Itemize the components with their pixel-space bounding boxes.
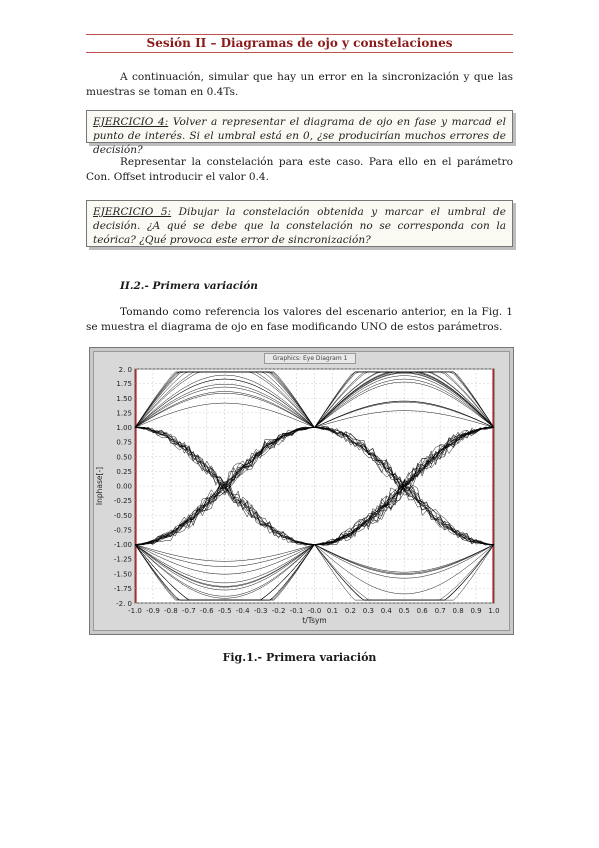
- y-axis-label: Inphase[-]: [95, 466, 104, 506]
- x-tick-label: -0.2: [271, 607, 286, 615]
- x-tick-label: 0.6: [416, 607, 428, 615]
- x-tick-label: 0.1: [326, 607, 339, 615]
- x-tick-label: -1.0: [128, 607, 142, 615]
- exercise-4-text: Volver a representar el diagrama de ojo en fase y marcad el punto de interés. Si el umbral está en 0, ¿se producirían muchos errores de decisión?: [93, 116, 506, 156]
- x-tick-label: 1.0: [488, 607, 500, 615]
- y-tick-label: 1.50: [116, 394, 132, 403]
- figure-caption: Fig.1.- Primera variación: [222, 651, 377, 664]
- y-tick-label: -1.50: [113, 570, 132, 579]
- eye-diagram-panel: [93, 351, 510, 631]
- x-axis-label: t/Tsym: [302, 616, 327, 625]
- intro-paragraph: A continuación, simular que hay un error en la sincronización y que las muestras se toman en 0.4Ts.: [86, 71, 513, 98]
- x-tick-label: 0.5: [398, 607, 410, 615]
- x-tick-label: 0.8: [452, 607, 464, 615]
- y-tick-label: 1.25: [116, 409, 132, 418]
- y-tick-label: -0.75: [113, 526, 132, 535]
- y-tick-label: -1.00: [113, 541, 132, 549]
- y-tick-label: -1.25: [113, 555, 132, 564]
- exercise-5-tag: EJERCICIO 5:: [93, 206, 172, 218]
- eye-diagram-window-title: Graphics: Eye Diagram 1: [264, 353, 356, 364]
- section-heading: II.2.- Primera variación: [120, 280, 258, 292]
- x-tick-label: 0.7: [434, 607, 446, 615]
- x-tick-label: -0.6: [199, 607, 214, 615]
- section-paragraph: Tomando como referencia los valores del escenario anterior, en la Fig. 1 se muestra el diagrama de ojo en fase modificando UNO de estos parámetros.: [86, 306, 513, 333]
- eye-diagram-figure: [89, 347, 514, 635]
- x-tick-label: -0.0: [307, 607, 322, 615]
- x-tick-label: -0.3: [253, 607, 268, 615]
- exercise-5-box: [86, 200, 513, 247]
- exercise-4-tag: EJERCICIO 4:: [93, 116, 169, 128]
- x-tick-label: 0.2: [344, 607, 356, 615]
- y-tick-label: 0.00: [116, 482, 132, 491]
- y-tick-label-top: 2. 0: [118, 366, 132, 374]
- exercise-4-box: [86, 110, 513, 156]
- exercise-5-text: Dibujar la constelación obtenida y marcar el umbral de decisión. ¿A qué se debe que la constelación no se corresponda con la teórica? ¿Qué provoca este error de sincronización?: [93, 206, 506, 246]
- x-tick-label: 0.9: [470, 607, 482, 615]
- y-tick-label: -0.25: [113, 497, 132, 506]
- x-tick-label: -0.4: [235, 607, 250, 615]
- y-tick-label-bottom: -2. 0: [116, 600, 132, 608]
- y-tick-label: 0.75: [116, 438, 132, 447]
- x-tick-label: -0.1: [289, 607, 304, 615]
- header-bottom-rule: [86, 52, 513, 53]
- page-header-title: Sesión II – Diagramas de ojo y constelaciones: [146, 36, 453, 50]
- y-tick-label: 0.25: [116, 467, 132, 476]
- y-tick-label: 0.50: [116, 453, 132, 462]
- constellation-paragraph: Representar la constelación para este caso. Para ello en el parámetro Con. Offset introducir el valor 0.4.: [86, 156, 513, 183]
- y-tick-label: -0.50: [113, 511, 132, 520]
- y-tick-label: 1.75: [116, 380, 132, 389]
- header-top-rule: [86, 34, 513, 35]
- y-tick-label: 1.00: [116, 424, 132, 432]
- x-tick-label: 0.3: [362, 607, 374, 615]
- eye-diagram-chart: [94, 352, 509, 630]
- x-tick-label: -0.7: [182, 607, 196, 615]
- x-tick-label: -0.5: [217, 607, 232, 615]
- y-tick-label: -1.75: [113, 584, 132, 593]
- x-tick-label: -0.8: [164, 607, 178, 615]
- x-tick-label: -0.9: [146, 607, 160, 615]
- x-tick-label: 0.4: [380, 607, 392, 615]
